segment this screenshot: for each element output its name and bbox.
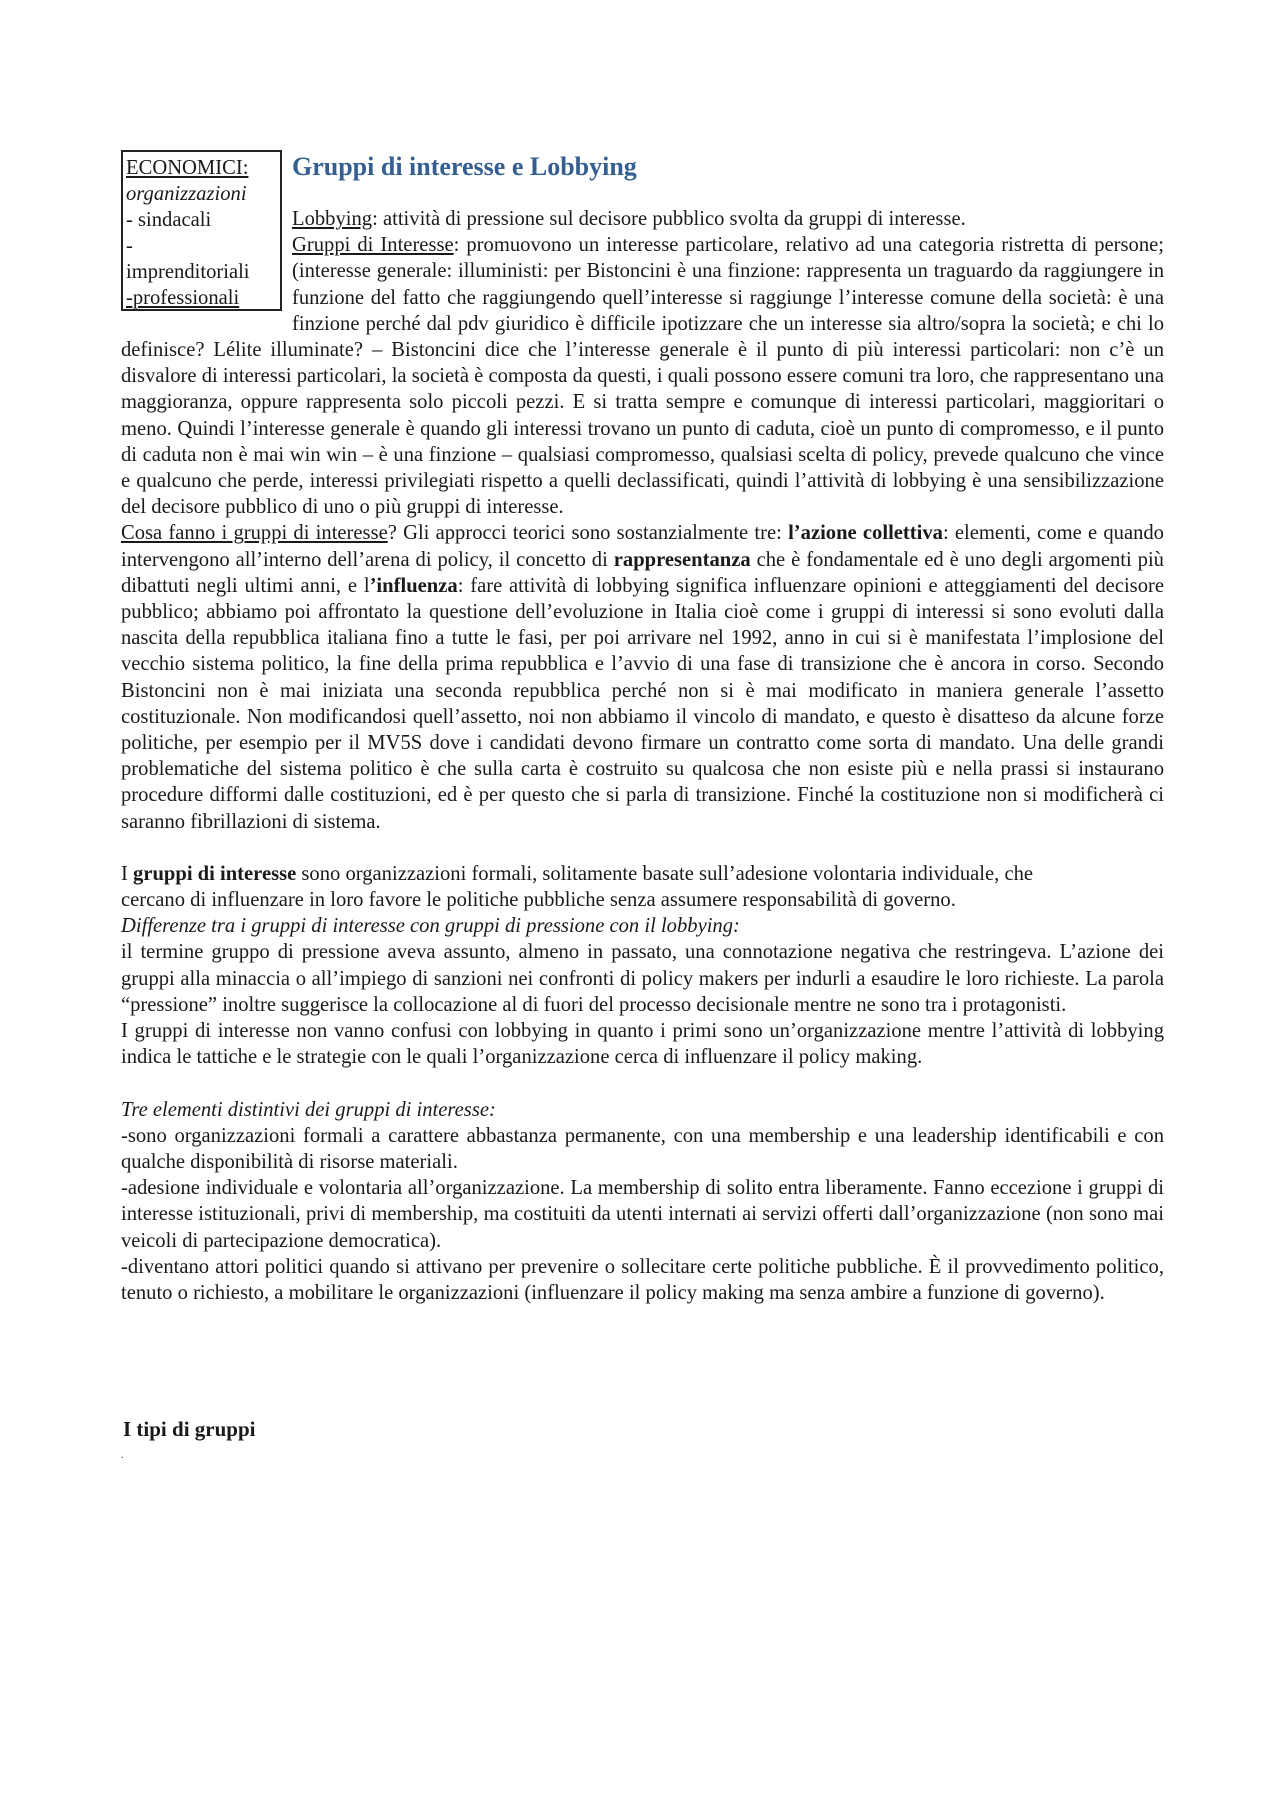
term-cosa-fanno: Cosa fanno i gruppi di interesse [121, 522, 388, 545]
bold-gruppi-di-interesse: gruppi di interesse [133, 862, 297, 885]
spacer [121, 835, 1164, 861]
document-title: Gruppi di interesse e Lobbying [292, 152, 637, 181]
document-body [121, 146, 1164, 1462]
paragraph-text: : elementi, come e quando intervengono all’interno dell’arena di policy, il concetto di [121, 522, 1164, 571]
paragraph-text: I [121, 862, 134, 885]
sidebar-box-economici [121, 150, 282, 311]
term-lobbying: Lobbying [292, 208, 373, 230]
list-item: -diventano attori politici quando si attivano per prevenire o sollecitare certe politiche pubbliche. È il provvedimento politico, tenuto o richiesto, a mobilitare le organizzazioni (influenzare il policy making ma senza ambire a funzione di governo). [121, 1255, 1164, 1304]
paragraph-text: sono organizzazioni formali, solitamente basate sull’adesione volontaria individuale, che [296, 862, 1034, 885]
spacer [121, 1306, 1164, 1416]
bold-influenza: ’influenza [369, 574, 458, 597]
section-heading-tipi-gruppi: I tipi di gruppi [123, 1417, 256, 1442]
paragraph-text: : fare attività di lobbying significa influenzare opinioni e atteggiamenti del decisore pubblico; abbiamo poi affrontato la questione dell’evoluzione in Italia cioè come i gruppi di interessi si sono evoluti dalla nascita della repubblica italiana fino a tutte le fasi, per poi arrivare nel 1992, anno in cui si è manifestata l’implosione del vecchio sistema politico, la fine della prima repubblica e l’avvio di una fase di transizione che è ancora in corso. Secondo Bistoncini non è mai iniziata una seconda repubblica perché non si è mai modificato in maniera generale l’assetto costituzionale. Non modificandosi quell’assetto, noi non abbiamo il vincolo di mandato, e questo è disatteso da alcune forze politiche, per esempio per il MV5S dove i candidati devono firmare un contratto come sorta di mandato. Una delle grandi problematiche del sistema politico è che sulla carta è costruito su qualcosa che non esiste più e nella prassi si instaurano procedure difformi dalle costituzioni, ed è per questo che si parla di transizione. Finché la costituzione non si modificherà ci saranno fibrillazioni di sistema. [121, 574, 1164, 833]
bold-rappresentanza: rappresentanza [613, 548, 751, 571]
sidebox-line: imprenditoriali [126, 261, 250, 283]
subheading-tre-elementi: Tre elementi distintivi dei gruppi di interesse: [121, 1098, 496, 1121]
sidebox-line: ECONOMICI: [126, 157, 249, 179]
paragraph-definizione-cont: cercano di influenzare in loro favore le politiche pubbliche senza assumere responsabilità di governo. [121, 889, 956, 912]
sidebox-line: -professionali [126, 287, 240, 309]
list-item: -adesione individuale e volontaria all’organizzazione. La membership di solito entra liberamente. Fanno eccezione i gruppi di interesse istituzionali, privi di membership, ma costituiti da utenti internati ai servizi offerti dall’organizzazione (non sono mai veicoli di partecipazione democratica). [121, 1177, 1164, 1252]
trailing-mark: . [121, 1450, 124, 1462]
sidebox-line: - sindacali [126, 209, 212, 231]
term-gruppi-interesse: Gruppi di Interesse [292, 234, 454, 257]
subheading-differenze: Differenze tra i gruppi di interesse con gruppi di pressione con il lobbying: [121, 915, 740, 938]
paragraph-text: : attività di pressione sul decisore pubblico svolta da gruppi di interesse. [372, 208, 966, 230]
sidebox-line: - [126, 235, 133, 257]
paragraph-definizione [121, 861, 1164, 887]
paragraph-text: : promuovono un interesse particolare, relativo ad una categoria ristretta di persone; (interesse generale: illuministi: per Bistoncini è una finzione: rappresenta un traguardo da raggiungere in funzione del fatto che raggiungendo quell’interesse si raggiunge l’interesse comune della società: è una finzione perché dal pdv giuridico è difficile ipotizzare che un interesse sia altro/sopra la società; e chi lo definisce? Lélite illuminate? – Bistoncini dice che l’interesse generale è il punto di più interessi particolari: non c’è un disvalore di interessi particolari, la società è composta da questi, i quali possono essere comuni tra loro, che rappresentano una maggioranza, oppure rappresenta solo piccoli pezzi. E si tratta sempre e comunque di interessi particolari, maggioritari o meno. Quindi l’interesse generale è quando gli interessi trovano un punto di caduta, cioè un punto di compromesso, e il punto di caduta non è mai win win – è una finzione – qualsiasi compromesso, qualsiasi scelta di policy, prevede qualcuno che vince e qualcuno che perde, interessi privilegiati rispetto a quelli declassificati, quindi l’attività di lobbying è una sensibilizzazione del decisore pubblico di uno o più gruppi di interesse. [121, 234, 1165, 519]
paragraph-text: ? Gli approcci teorici sono sostanzialmente tre: [387, 522, 789, 545]
spacer [121, 1071, 1164, 1097]
bold-azione-collettiva: l’azione collettiva [788, 522, 943, 545]
paragraph-text: che è fondamentale ed è uno degli argomenti più dibattuti negli ultimi anni, e l [121, 548, 1164, 597]
paragraph-cosa-fanno [121, 520, 1164, 834]
list-item: -sono organizzazioni formali a carattere abbastanza permanente, con una membership e una leadership identificabili e con qualche disponibilità di risorse materiali. [121, 1124, 1164, 1173]
paragraph-differenze: il termine gruppo di pressione aveva assunto, almeno in passato, una connotazione negativa che restringeva. L’azione dei gruppi alla minaccia o all’impiego di sanzioni nei confronti di policy makers per indurli a esaudire le loro richieste. La parola “pressione” inoltre suggerisce la collocazione al di fuori del processo decisionale mentre ne sono tra i protagonisti. [121, 941, 1164, 1016]
sidebox-line: organizzazioni [126, 183, 247, 205]
paragraph-confusi: I gruppi di interesse non vanno confusi con lobbying in quanto i primi sono un’organizzazione mentre l’attività di lobbying indica le tattiche e le strategie con le quali l’organizzazione cerca di influenzare il policy making. [121, 1020, 1164, 1069]
